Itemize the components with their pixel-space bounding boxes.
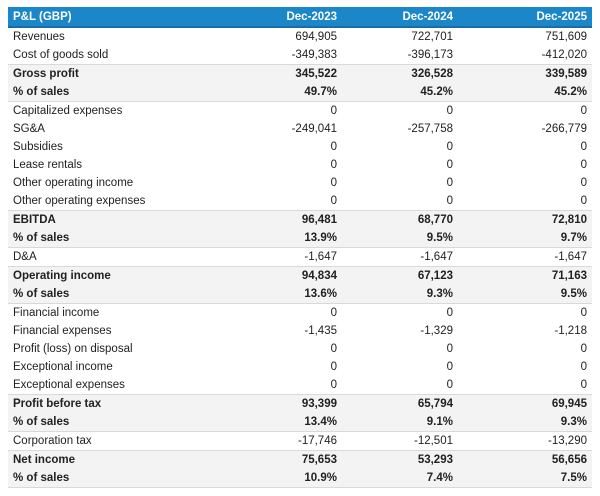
table-row-subtotal	[8, 395, 592, 414]
pnl-table-body	[8, 27, 592, 488]
cell-value: 0	[446, 361, 453, 373]
table-title: P&L (GBP)	[8, 7, 242, 27]
cell-value: 75,653	[242, 451, 342, 470]
table-row-subtotal	[8, 229, 592, 248]
cell-value: 0	[580, 105, 587, 117]
cell-value: 0	[330, 105, 337, 117]
cell-value: 71,163	[458, 267, 592, 286]
cell-value: 722,701	[411, 31, 453, 43]
cell-value: 0	[446, 159, 453, 171]
table-header-row	[8, 7, 592, 27]
table-row	[8, 322, 592, 340]
cell-value: 694,905	[295, 31, 337, 43]
cell-value: 56,656	[458, 451, 592, 470]
cell-value: 751,609	[545, 31, 587, 43]
table-row	[8, 376, 592, 395]
cell-value: -1,329	[420, 325, 453, 337]
table-row	[8, 358, 592, 376]
cell-value: 0	[446, 195, 453, 207]
cell-value: 0	[330, 343, 337, 355]
cell-value: 7.5%	[458, 469, 592, 488]
cell-value: 0	[330, 307, 337, 319]
cell-value: 96,481	[242, 211, 342, 230]
table-row-subtotal	[8, 65, 592, 84]
row-label: Financial expenses	[13, 325, 112, 337]
table-row	[8, 304, 592, 323]
cell-value: 9.1%	[342, 413, 458, 432]
cell-value: 0	[446, 141, 453, 153]
cell-value: -266,779	[541, 123, 587, 135]
row-label: Capitalized expenses	[13, 105, 123, 117]
cell-value: 69,945	[458, 395, 592, 414]
table-row-subtotal	[8, 83, 592, 102]
cell-value: -1,647	[420, 251, 453, 263]
row-label: Lease rentals	[13, 159, 83, 171]
table-row	[8, 138, 592, 156]
row-label: % of sales	[8, 413, 242, 432]
cell-value: -396,173	[407, 49, 453, 61]
row-label: Cost of goods sold	[13, 49, 109, 61]
table-row	[8, 432, 592, 451]
cell-value: 0	[330, 361, 337, 373]
cell-value: 345,522	[242, 65, 342, 84]
table-row	[8, 340, 592, 358]
cell-value: -249,041	[291, 123, 337, 135]
row-label: Profit before tax	[8, 395, 242, 414]
cell-value: 0	[580, 307, 587, 319]
row-label: EBITDA	[8, 211, 242, 230]
row-label: Revenues	[13, 31, 65, 43]
table-row	[8, 248, 592, 267]
table-row-subtotal	[8, 267, 592, 286]
column-header-dec-2025: Dec-2025	[458, 7, 592, 27]
row-label: Net income	[8, 451, 242, 470]
table-row	[8, 120, 592, 138]
table-row-subtotal	[8, 451, 592, 470]
cell-value: -17,746	[297, 435, 337, 447]
cell-value: 45.2%	[458, 83, 592, 102]
cell-value: 326,528	[342, 65, 458, 84]
row-label: Gross profit	[8, 65, 242, 84]
row-label: % of sales	[8, 469, 242, 488]
cell-value: 0	[330, 195, 337, 207]
cell-value: 0	[446, 177, 453, 189]
cell-value: 0	[446, 379, 453, 391]
table-row	[8, 156, 592, 174]
cell-value: 339,589	[458, 65, 592, 84]
table-row-subtotal	[8, 413, 592, 432]
cell-value: 0	[446, 307, 453, 319]
row-label: Other operating income	[13, 177, 134, 189]
cell-value: 93,399	[242, 395, 342, 414]
pnl-table	[8, 7, 592, 488]
cell-value: -349,383	[291, 49, 337, 61]
table-row-subtotal	[8, 211, 592, 230]
cell-value: 0	[330, 159, 337, 171]
cell-value: 65,794	[342, 395, 458, 414]
row-label: SG&A	[13, 123, 45, 135]
cell-value: 13.6%	[242, 285, 342, 304]
cell-value: 0	[330, 177, 337, 189]
cell-value: 0	[446, 105, 453, 117]
cell-value: 0	[580, 343, 587, 355]
row-label: % of sales	[8, 285, 242, 304]
cell-value: 68,770	[342, 211, 458, 230]
cell-value: 7.4%	[342, 469, 458, 488]
cell-value: -12,501	[413, 435, 453, 447]
cell-value: 0	[580, 361, 587, 373]
row-label: D&A	[13, 251, 37, 263]
row-label: % of sales	[8, 83, 242, 102]
cell-value: -13,290	[547, 435, 587, 447]
cell-value: -1,435	[304, 325, 337, 337]
cell-value: 0	[330, 379, 337, 391]
table-row-subtotal	[8, 469, 592, 488]
row-label: % of sales	[8, 229, 242, 248]
row-label: Exceptional income	[13, 361, 113, 373]
cell-value: -1,647	[304, 251, 337, 263]
cell-value: 0	[580, 141, 587, 153]
table-row	[8, 174, 592, 192]
table-row-subtotal	[8, 285, 592, 304]
row-label: Financial income	[13, 307, 100, 319]
cell-value: 9.3%	[458, 413, 592, 432]
row-label: Subsidies	[13, 141, 63, 153]
cell-value: 10.9%	[242, 469, 342, 488]
cell-value: 9.7%	[458, 229, 592, 248]
table-row	[8, 27, 592, 46]
cell-value: 53,293	[342, 451, 458, 470]
cell-value: 49.7%	[242, 83, 342, 102]
table-row	[8, 102, 592, 121]
row-label: Corporation tax	[13, 435, 92, 447]
column-header-dec-2023: Dec-2023	[242, 7, 342, 27]
column-header-dec-2024: Dec-2024	[342, 7, 458, 27]
cell-value: 0	[446, 343, 453, 355]
cell-value: 0	[580, 195, 587, 207]
cell-value: -257,758	[407, 123, 453, 135]
cell-value: 67,123	[342, 267, 458, 286]
cell-value: 0	[580, 177, 587, 189]
cell-value: 9.5%	[458, 285, 592, 304]
cell-value: 9.5%	[342, 229, 458, 248]
cell-value: 0	[330, 141, 337, 153]
cell-value: 0	[580, 379, 587, 391]
cell-value: 0	[580, 159, 587, 171]
cell-value: 13.9%	[242, 229, 342, 248]
cell-value: 94,834	[242, 267, 342, 286]
cell-value: 72,810	[458, 211, 592, 230]
row-label: Profit (loss) on disposal	[13, 343, 133, 355]
cell-value: 45.2%	[342, 83, 458, 102]
row-label: Exceptional expenses	[13, 379, 125, 391]
cell-value: 9.3%	[342, 285, 458, 304]
cell-value: -412,020	[541, 49, 587, 61]
table-row	[8, 46, 592, 65]
cell-value: -1,218	[554, 325, 587, 337]
cell-value: 13.4%	[242, 413, 342, 432]
cell-value: -1,647	[554, 251, 587, 263]
table-row	[8, 192, 592, 211]
row-label: Other operating expenses	[13, 195, 146, 207]
row-label: Operating income	[8, 267, 242, 286]
